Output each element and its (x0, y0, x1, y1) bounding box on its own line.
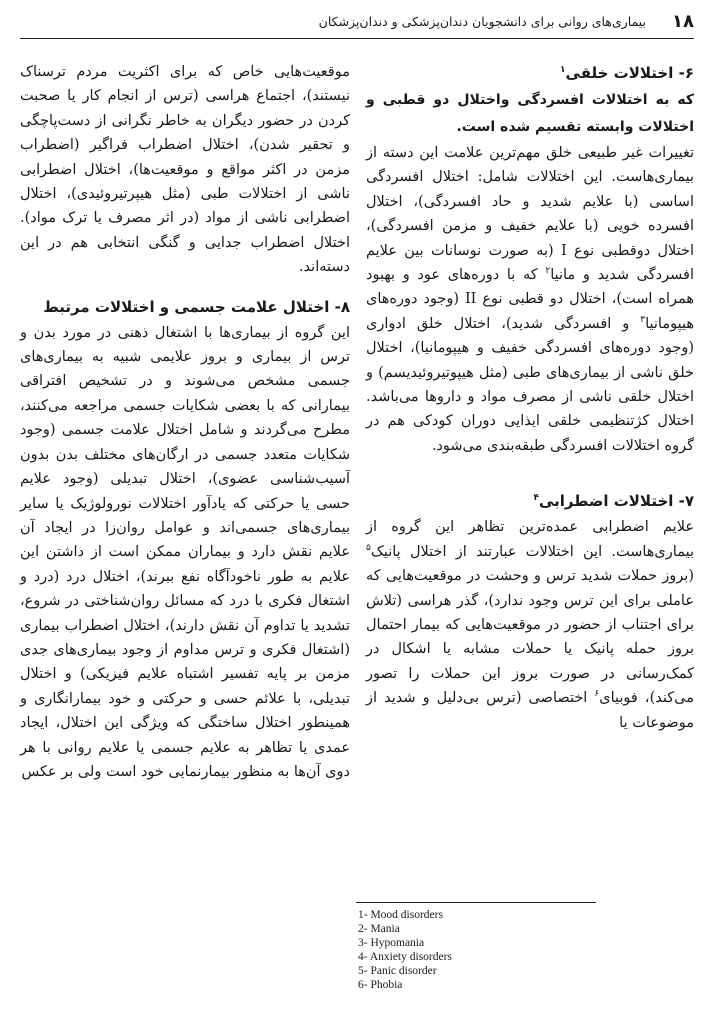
section-7-heading: ۷- اختلالات اضطرابی$^۴$ (533, 492, 694, 511)
section-8-heading: ۸- اختلال علامت جسمی و اختلالات مرتبط (43, 297, 350, 316)
footnote-1: 1- Mood disorders (358, 909, 443, 921)
footnote-4: 4- Anxiety disorders (358, 951, 452, 963)
section-6-paragraph: تغییرات غیر طبیعی خلق مهم‌ترین علامت این دسته از بیماری‌هاست. این اختلالات شامل: اختلال افسردگی اساسی (با علایم شدید و حاد افسردگی)، اختلال افسرده خویی (با علایم خفیف و مزمن افسردگی)، اختلال دوقطبی نوع I (به صورت نوسانات بین علایم افسردگی شدید و مانیا$^۲$ که با دوره‌های عود و بهبود همراه است)، اختلال دو قطبی نوع II (وجود دوره‌های هیپومانیا$^۳$ و افسردگی شدید)، اختلال خلق ادواری (وجود دوره‌های افسردگی خفیف و هیپومانیا)، اختلال خلق ناشی از بیماری‌های طبی (مثل هیپوتیروئیدیسم) و اختلال خلقی ناشی از مصرف مواد و داروها می‌باشد. اختلال کژتنظیمی خلقی ایذایی دوران کودکی هم در گروه اختلالات افسردگی طبقه‌بندی می‌شود. (366, 145, 695, 454)
section-8-paragraph: این گروه از بیماری‌ها با اشتغال ذهنی در مورد بدن و ترس از بیماری و بروز علایمی شبیه به بیماری‌های جسمی مشخص می‌شوند و در تشخیص افتراقی بیمارانی که با بعضی شکایات جسمی مراجعه می‌کنند، مطرح می‌گردند و شامل اختلال علامت جسمی (وجود شکایات متعدد جسمی در ارگان‌های مختلف بدن بدون آسیب‌شناسی عضوی)، اختلال تبدیلی (وجود علایم حسی یا حرکتی که یادآور اختلالات نورولوژیک یا سایر بیماری‌های جسمی‌اند و عوامل روان‌زا در ایجاد آن علایم نقش دارد و بیماران ممکن است از داشتن این علایم به طور ناخودآگاه نفع ببرند)، اختلال درد (درد و اشتغال فکری با درد که مسائل روان‌شناختی در شروع، تشدید یا تداوم آن نقش دارند)، اختلال اضطراب بیماری (اشتغال فکری و ترس مداوم از وجود بیماری‌های جدی مزمن بر پایه تفسیر اشتباه علایم فیزیکی) و اختلال تبدیلی، با علائم حسی و حرکتی و خود بیمارانگاری و همینطور اختلال ساختگی که ویژگی این اختلال، ایجاد عمدی یا تظاهر به علایم جسمی یا علایم روانی با هر دوی آن‌ها به منظور بیمارنمایی خود است ولی بر عکس (20, 324, 350, 780)
section-6-subheading: که به اختلالات افسردگی واختلال دو قطبی و اختلالات وابسته تقسیم شده است. (366, 92, 694, 135)
page-number: ۱۸ (672, 10, 694, 32)
footnote-ref-5: ۵ (366, 542, 371, 553)
section-7-continuation: موقعیت‌هایی خاص که برای اکثریت مردم ترسناک نیستند)، اجتماع هراسی (ترس از انجام کار یا صحبت کردن در حضور دیگران به خاطر نگرانی از دست‌پاچگی و تحقیر شدن)، اختلال اضطراب فراگیر (اضطراب مزمن در اکثر مواقع و موقعیت‌ها)، اختلال اضطرابی ناشی از اختلالات طبی (مثل هیپرتیروئیدی)، اختلال اضطرابی ناشی از مواد (در اثر مصرف یا ترک مواد). اختلال اضطراب جدایی و گنگی انتخابی هم در این دسته‌اند. (20, 64, 350, 276)
footnote-ref-4: ۴ (533, 493, 539, 504)
footnote-ref-6: ۶ (594, 689, 600, 700)
footnote-2: 2- Mania (358, 923, 400, 935)
footnote-ref-2: ۲ (545, 266, 551, 277)
footnote-divider (356, 902, 596, 903)
left-column (20, 60, 350, 784)
page-header (20, 4, 694, 39)
footnotes (358, 908, 452, 992)
footnote-ref-1: ۱ (560, 65, 566, 75)
section-7-paragraph: علایم اضطرابی عمده‌ترین تظاهر این گروه از بیماری‌هاست. این اختلالات عبارتند از اختلال پانیک$^۵$ (بروز حملات شدید ترس و وحشت در موقعیت‌هایی که عاملی برای این ترس وجود ندارد)، گذر هراسی (تلاش برای اجتناب از حضور در موقعیت‌هایی که بیمار احتمال بروز حمله پانیک یا حملات مشابه یا اشکال در کمک‌رسانی در صورت بروز این حملات را تصور می‌کند)، فوبیای$^۶$ اختصاصی (ترس بی‌دلیل و شدید از موضوعات یا (366, 519, 694, 731)
footnote-3: 3- Hypomania (358, 937, 425, 949)
footnote-ref-3: ۳ (640, 315, 646, 326)
right-column (366, 60, 694, 735)
footnote-6: 6- Phobia (358, 979, 403, 991)
running-title: بیماری‌های روانی برای دانشجویان دندان‌پزشکی و دندان‌پزشکان (318, 13, 647, 29)
section-6-heading: ۶- اختلالات خلقی$^۱$ (560, 64, 694, 82)
footnote-5: 5- Panic disorder (358, 965, 437, 977)
